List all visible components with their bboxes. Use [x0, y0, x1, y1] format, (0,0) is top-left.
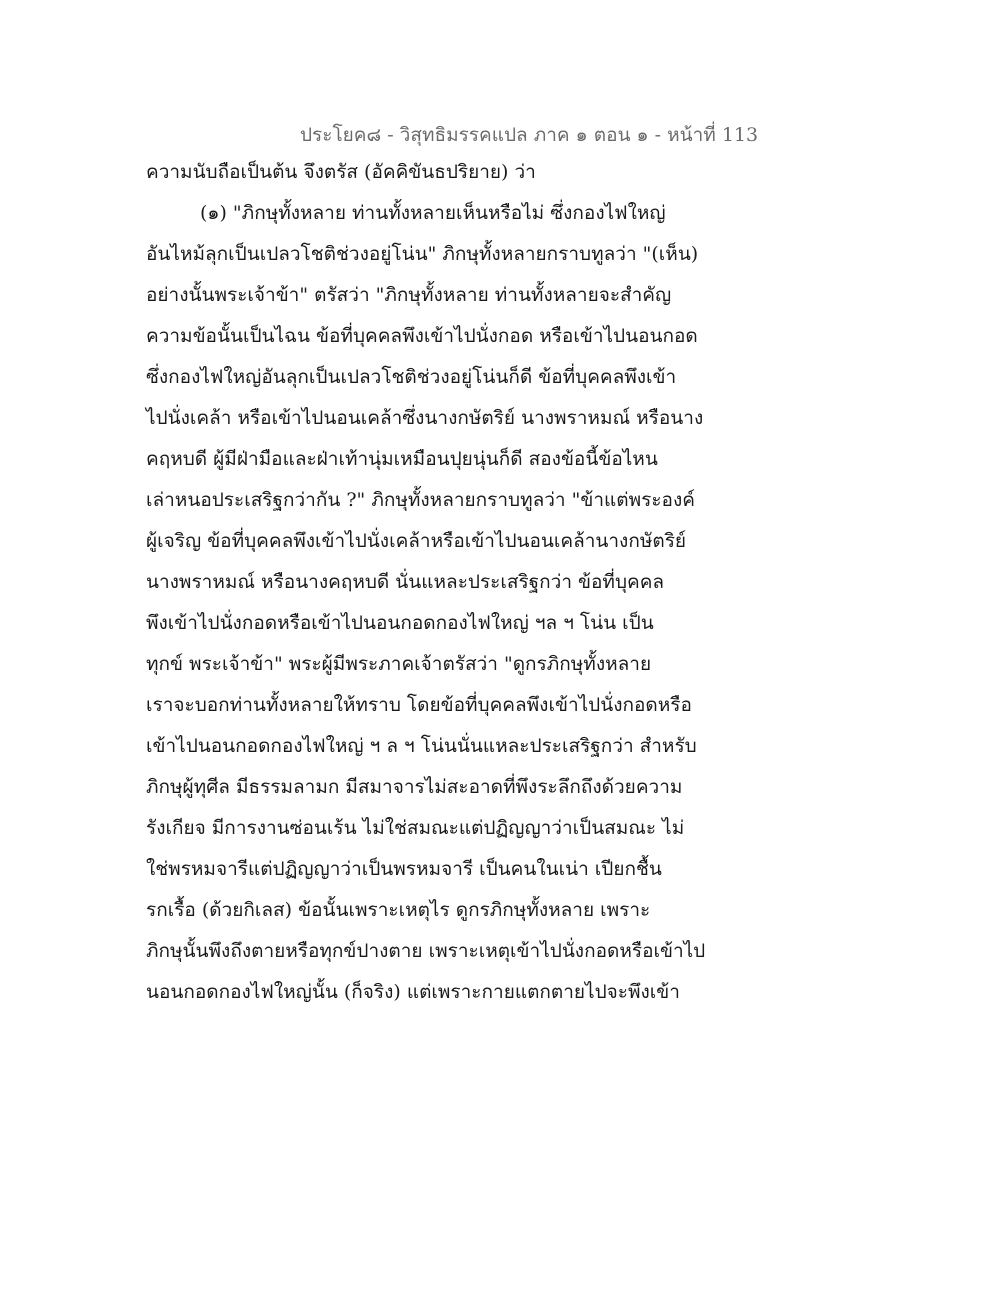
text-line: (๑) "ภิกษุทั้งหลาย ท่านทั้งหลายเห็นหรือไม่ ซึ่งกองไฟใหญ่ [200, 202, 666, 224]
text-line: เล่าหนอประเสริฐกว่ากัน ?" ภิกษุทั้งหลายกราบทูลว่า "ข้าแต่พระองค์ [146, 489, 695, 511]
text-line: ใช่พรหมจารีแต่ปฏิญญาว่าเป็นพรหมจารี เป็นคนในเน่า เปียกชื้น [146, 858, 662, 880]
text-line: ภิกษุผู้ทุศีล มีธรรมลามก มีสมาจารไม่สะอาดที่พึงระลึกถึงด้วยความ [146, 776, 683, 798]
text-line: ความนับถือเป็นต้น จึงตรัส (อัคคิขันธปริยาย) ว่า [146, 161, 536, 183]
text-line: รกเรื้อ (ด้วยกิเลส) ข้อนั้นเพราะเหตุไร ดูกรภิกษุทั้งหลาย เพราะ [146, 899, 651, 921]
text-line: เข้าไปนอนกอดกองไฟใหญ่ ฯ ล ฯ โน่นนั่นแหละประเสริฐกว่า สำหรับ [146, 735, 697, 757]
text-line: ผู้เจริญ ข้อที่บุคคลพึงเข้าไปนั่งเคล้าหรือเข้าไปนอนเคล้านางกษัตริย์ [146, 530, 687, 552]
text-line: รังเกียจ มีการงานซ่อนเร้น ไม่ใช่สมณะแต่ปฏิญญาว่าเป็นสมณะ ไม่ [146, 817, 685, 839]
text-line: คฤหบดี ผู้มีฝ่ามือและฝ่าเท้านุ่มเหมือนปุยนุ่นก็ดี สองข้อนี้ข้อไหน [146, 448, 658, 470]
text-line: ซึ่งกองไฟใหญ่อันลุกเป็นเปลวโชติช่วงอยู่โน่นก็ดี ข้อที่บุคคลพึงเข้า [146, 366, 677, 388]
text-line: ไปนั่งเคล้า หรือเข้าไปนอนเคล้าซึ่งนางกษัตริย์ นางพราหมณ์ หรือนาง [146, 407, 704, 429]
running-header: ประโยค๘ - วิสุทธิมรรคแปล ภาค ๑ ตอน ๑ - หน้าที่ 113 [300, 124, 759, 146]
text-line: เราจะบอกท่านทั้งหลายให้ทราบ โดยข้อที่บุคคลพึงเข้าไปนั่งกอดหรือ [146, 694, 692, 716]
text-line: อย่างนั้นพระเจ้าข้า" ตรัสว่า "ภิกษุทั้งหลาย ท่านทั้งหลายจะสำคัญ [146, 284, 672, 306]
text-line: ภิกษุนั้นพึงถึงตายหรือทุกข์ปางตาย เพราะเหตุเข้าไปนั่งกอดหรือเข้าไป [146, 940, 706, 962]
text-line: ความข้อนั้นเป็นไฉน ข้อที่บุคคลพึงเข้าไปนั่งกอด หรือเข้าไปนอนกอด [146, 325, 698, 347]
text-line: ทุกข์ พระเจ้าข้า" พระผู้มีพระภาคเจ้าตรัสว่า "ดูกรภิกษุทั้งหลาย [146, 653, 652, 675]
text-line: นางพราหมณ์ หรือนางคฤหบดี นั่นแหละประเสริฐกว่า ข้อที่บุคคล [146, 571, 665, 593]
text-line: อันไหม้ลุกเป็นเปลวโชติช่วงอยู่โน่น" ภิกษุทั้งหลายกราบทูลว่า "(เห็น) [146, 243, 699, 265]
text-line: พึงเข้าไปนั่งกอดหรือเข้าไปนอนกอดกองไฟใหญ่ ฯล ฯ โน่น เป็น [146, 612, 654, 634]
text-line: นอนกอดกองไฟใหญ่นั้น (ก็จริง) แต่เพราะกายแตกตายไปจะพึงเข้า [146, 981, 680, 1003]
body-text [146, 152, 746, 1013]
